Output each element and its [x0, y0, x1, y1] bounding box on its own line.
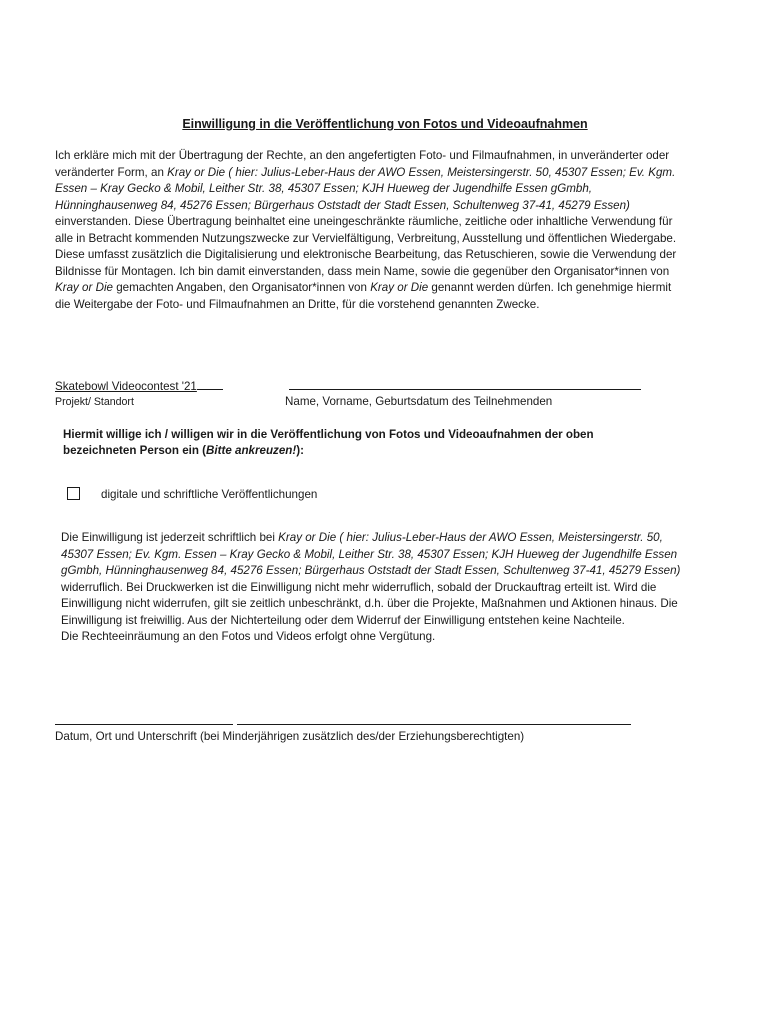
organizer-addresses: Kray or Die ( hier: Julius-Leber-Haus der AWO Essen, Meistersingerstr. 50, 45307 Essen; Ev. Kgm. Essen – Kray Gecko & Mobil, Leither Str. 38, 45307 Essen; KJH Hueweg der Jugendhilfe Essen gGmbh, Hünninghausenweg 84, 45276 Essen; Bürgerhaus Oststadt der Stadt Essen, Schultenweg 37-41, 45279 Essen)	[61, 531, 681, 577]
revocation-text	[61, 530, 686, 629]
project-underline	[197, 377, 223, 390]
organizer-name: Kray or Die	[370, 281, 429, 294]
organizer-addresses: Kray or Die ( hier: Julius-Leber-Haus der AWO Essen, Meistersingerstr. 50, 45307 Essen; Ev. Kgm. Essen – Kray Gecko & Mobil, Leither Str. 38, 45307 Essen; KJH Hueweg der Jugendhilfe Essen gGmbh, Hünninghausenweg 84, 45276 Essen; Bürgerhaus Oststadt der Stadt Essen, Schultenweg 37-41, 45279 Essen)	[55, 165, 676, 212]
participant-caption: Name, Vorname, Geburtsdatum des Teilnehmenden	[285, 395, 553, 408]
page-title: Einwilligung in die Veröffentlichung von Fotos und Videoaufnahmen	[182, 117, 588, 131]
project-value: Skatebowl Videocontest '21	[55, 380, 197, 393]
consent-instruction: Bitte ankreuzen!	[206, 444, 297, 457]
project-field[interactable]	[55, 377, 223, 394]
consent-text: Hiermit willige ich / willigen wir in die Veröffentlichung von Fotos und Videoaufnahmen der oben bezeichneten Person ein (	[63, 428, 594, 457]
publication-checkbox[interactable]	[67, 487, 80, 500]
remuneration-text: Die Rechteeinräumung an den Fotos und Videos erfolgt ohne Vergütung.	[61, 630, 436, 643]
project-caption: Projekt/ Standort	[55, 396, 134, 408]
paragraph-text: einverstanden. Diese Übertragung beinhaltet eine uneingeschränkte räumliche, zeitliche oder inhaltliche Verwendung für alle in Betracht kommenden Nutzungszwecke zur Vervielfältigung, Verbreitung, Ausstellung und öffentlichen Wiedergabe. Diese umfasst zusätzlich die Digitalisierung und elektronische Bearbeitung, das Retuschieren, sowie die Verwendung der Bildnisse für Montagen. Ich bin damit einverstanden, dass mein Name, sowie die gegenüber den Organisator*innen von	[55, 215, 677, 278]
consent-suffix: ):	[296, 444, 304, 457]
paragraph-text: gemachten Angaben, den Organisator*innen von	[113, 281, 371, 294]
rights-transfer-paragraph	[55, 148, 680, 313]
participant-name-field[interactable]	[289, 389, 641, 390]
date-place-field[interactable]	[55, 724, 233, 725]
signature-caption: Datum, Ort und Unterschrift (bei Minderjährigen zusätzlich des/der Erziehungsberechtigten)	[55, 730, 525, 743]
signature-field[interactable]	[237, 724, 631, 725]
publication-checkbox-label: digitale und schriftliche Veröffentlichungen	[101, 488, 318, 501]
paragraph-text: Die Einwilligung ist jederzeit schriftlich bei	[61, 531, 279, 544]
paragraph-text: widerruflich. Bei Druckwerken ist die Einwilligung nicht mehr widerruflich, sobald der Druckauftrag erteilt ist. Wird die Einwilligung nicht widerrufen, gilt sie zeitlich unbeschränkt, d.h. über die Projekte, Maßnahmen und Aktionen hinaus. Die Einwilligung ist freiwillig. Aus der Nichterteilung oder dem Widerruf der Einwilligung entstehen keine Nachteile.	[61, 580, 678, 627]
paragraph-text: Ich erkläre mich mit der Übertragung der Rechte, an den angefertigten Foto- und Filmaufnahmen, in unveränderter oder veränderter Form, an	[55, 149, 670, 179]
paragraph-text: genannt werden dürfen. Ich genehmige hiermit die Weitergabe der Foto- und Filmaufnahmen an Dritte, für die vorstehend genannten Zwecke.	[55, 281, 672, 311]
revocation-paragraph	[61, 530, 686, 646]
consent-statement	[63, 427, 653, 459]
organizer-name: Kray or Die	[55, 281, 113, 294]
